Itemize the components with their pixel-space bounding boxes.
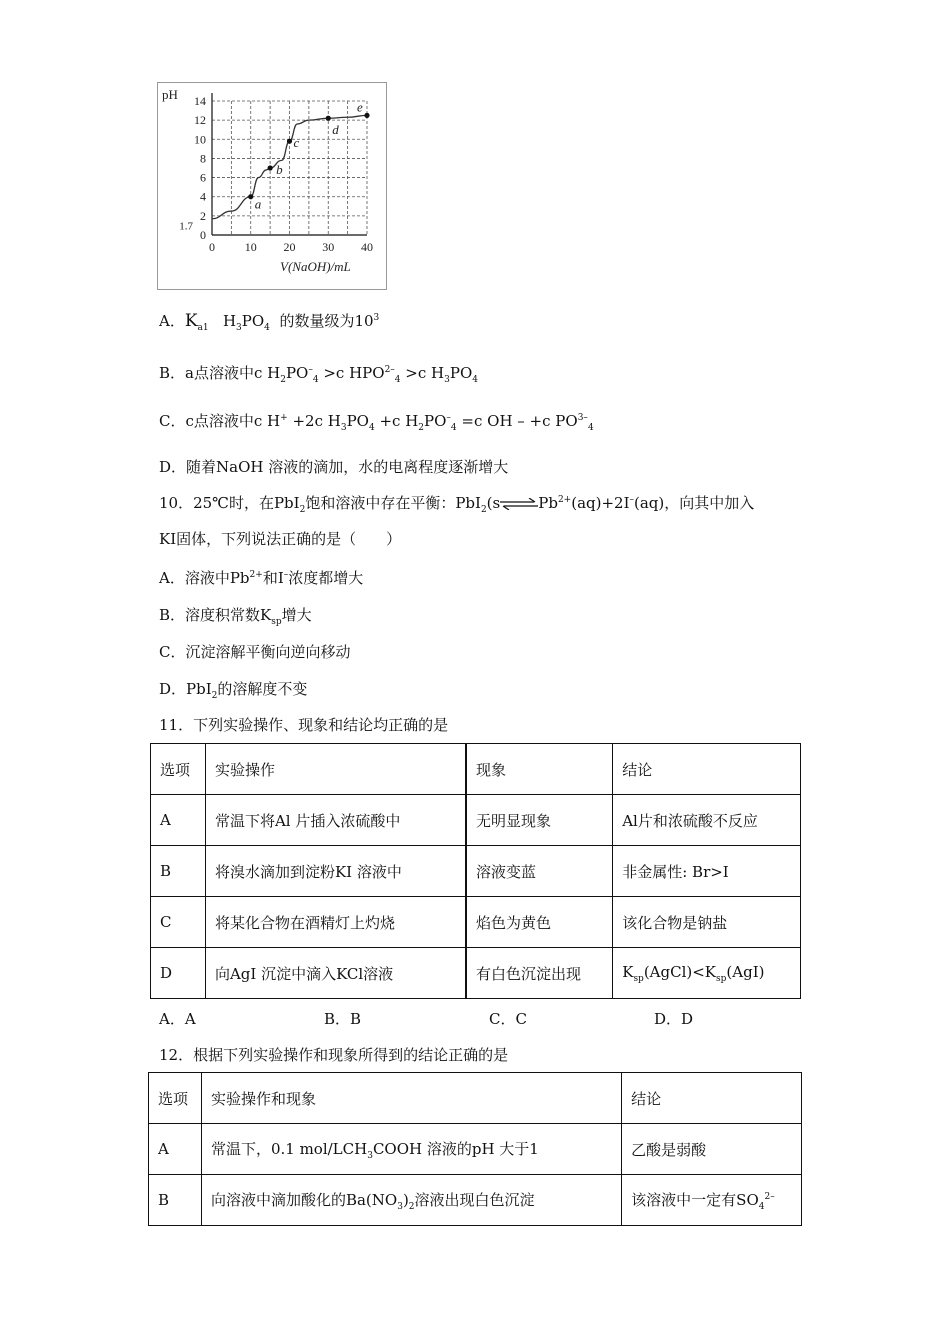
point-label: a	[254, 196, 262, 212]
option-cell: B	[149, 1175, 202, 1226]
operation-cell: 常温下，0.1 mol/$LCH_3COOH$ 溶液的pH 大于1	[201, 1124, 621, 1175]
point-label: c	[293, 135, 300, 151]
conclusion-cell: 乙酸是弱酸	[622, 1124, 802, 1175]
option-cell: C	[151, 897, 206, 948]
y-tick-label-extra: 1.7	[179, 220, 193, 233]
conclusion-cell: 非金属性: Br>I	[613, 846, 801, 897]
point-label: e	[357, 99, 363, 115]
x-tick-label: 10	[244, 240, 257, 254]
equilibrium-arrow-icon	[500, 498, 538, 510]
q11-title: 11．下列实验操作、现象和结论均正确的是	[159, 716, 449, 734]
option-cell: D	[151, 948, 206, 999]
operation-cell: 常温下将Al 片插入浓硫酸中	[205, 795, 466, 846]
titration-curve-svg	[158, 83, 386, 289]
phenomenon-cell: 焰色为黄色	[466, 897, 613, 948]
q11-table	[150, 743, 801, 999]
conclusion-cell: Al片和浓硫酸不反应	[613, 795, 801, 846]
q9-option-d: D．随着NaOH 溶液的滴加，水的电离程度逐渐增大	[159, 458, 509, 476]
q10-stem-line1: 10．25℃时，在PbI$_2$饱和溶液中存在平衡：PbI$_2$(s $Pb^{2+}(aq)+2I^-(aq)$，向其中加入	[159, 494, 755, 515]
y-axis-label: pH	[162, 87, 178, 102]
x-axis-label: V(NaOH)/mL	[280, 259, 351, 274]
y-tick-label: 12	[194, 113, 206, 128]
table-header-row	[149, 1073, 802, 1124]
x-tick-label: 40	[361, 240, 373, 254]
option-cell: A	[151, 795, 206, 846]
table-row	[149, 1175, 802, 1226]
q9-option-a: A．$K_{a1}$ $H_3PO_4$ 的数量级为$10^3$	[159, 311, 380, 333]
y-tick-label: 8	[200, 151, 206, 166]
q11-answer-d: D．D	[654, 1010, 694, 1028]
q9-option-c: C．c点溶液中c H+ +2c $H_3PO_4 +c$ $H_2PO^-_4 =c$ OH – +c $PO^{3-}_4$	[159, 412, 594, 433]
data-point	[326, 116, 331, 121]
conclusion-cell: $K_{sp}(AgCl)<K_{sp}(AgI)$	[613, 948, 801, 999]
table-row	[151, 948, 801, 999]
table-row	[151, 897, 801, 948]
data-point	[248, 194, 253, 199]
x-tick-label: 0	[209, 240, 215, 254]
q10-option-a: A．溶液中$Pb^{2+}$和I–浓度都增大	[159, 569, 364, 587]
conclusion-cell: 该化合物是钠盐	[613, 897, 801, 948]
table-row	[149, 1124, 802, 1175]
q11-answer-a: A．A	[159, 1010, 196, 1028]
table-row	[151, 795, 801, 846]
y-tick-label: 10	[194, 132, 206, 147]
q10-option-d: D．PbI$_2$的溶解度不变	[159, 680, 308, 701]
phenomenon-cell: 溶液变蓝	[466, 846, 613, 897]
y-tick-label: 4	[200, 189, 206, 204]
phenomenon-cell: 有白色沉淀出现	[466, 948, 613, 999]
y-tick-label: 14	[194, 94, 206, 108]
header-cell: 现象	[466, 744, 613, 795]
data-point	[287, 139, 292, 144]
operation-cell: 向AgI 沉淀中滴入KCl溶液	[205, 948, 466, 999]
header-cell: 实验操作	[205, 744, 466, 795]
data-point	[268, 165, 273, 170]
operation-cell: 将溴水滴加到淀粉KI 溶液中	[205, 846, 466, 897]
header-cell: 结论	[622, 1073, 802, 1124]
q11-answer-b: B．B	[324, 1010, 362, 1028]
header-cell: 结论	[613, 744, 801, 795]
q10-option-c: C．沉淀溶解平衡向逆向移动	[159, 643, 351, 661]
y-tick-label: 0	[200, 228, 206, 242]
q12-title: 12．根据下列实验操作和现象所得到的结论正确的是	[159, 1046, 509, 1064]
q10-option-b: B．溶度积常数$K_{sp}$增大	[159, 606, 312, 627]
y-tick-label: 2	[200, 208, 206, 223]
option-cell: B	[151, 846, 206, 897]
table-row	[151, 846, 801, 897]
q9-option-b: B．a点溶液中c $H_2PO^-_4 >c$ $HPO^{2-}_4 >c$ $H_3PO_4$	[159, 364, 478, 385]
operation-cell: 向溶液中滴加酸化的$Ba(NO_3)_2$溶液出现白色沉淀	[201, 1175, 621, 1226]
header-cell: 选项	[149, 1073, 202, 1124]
header-cell: 选项	[151, 744, 206, 795]
point-label: b	[276, 162, 283, 177]
header-cell: 实验操作和现象	[201, 1073, 621, 1124]
q10-stem-line2: KI固体，下列说法正确的是（ ）	[159, 530, 402, 548]
option-cell: A	[149, 1124, 202, 1175]
data-point	[364, 113, 369, 118]
point-label: d	[332, 122, 339, 138]
table-header-row	[151, 744, 801, 795]
q11-answer-c: C．C	[489, 1010, 527, 1028]
operation-cell: 将某化合物在酒精灯上灼烧	[205, 897, 466, 948]
phenomenon-cell: 无明显现象	[466, 795, 613, 846]
x-tick-label: 20	[283, 240, 296, 254]
y-tick-label: 6	[200, 170, 206, 185]
titration-chart	[157, 82, 387, 290]
x-tick-label: 30	[322, 240, 335, 254]
q12-table	[148, 1072, 802, 1226]
conclusion-cell: 该溶液中一定有$SO_4^{2-}$	[622, 1175, 802, 1226]
